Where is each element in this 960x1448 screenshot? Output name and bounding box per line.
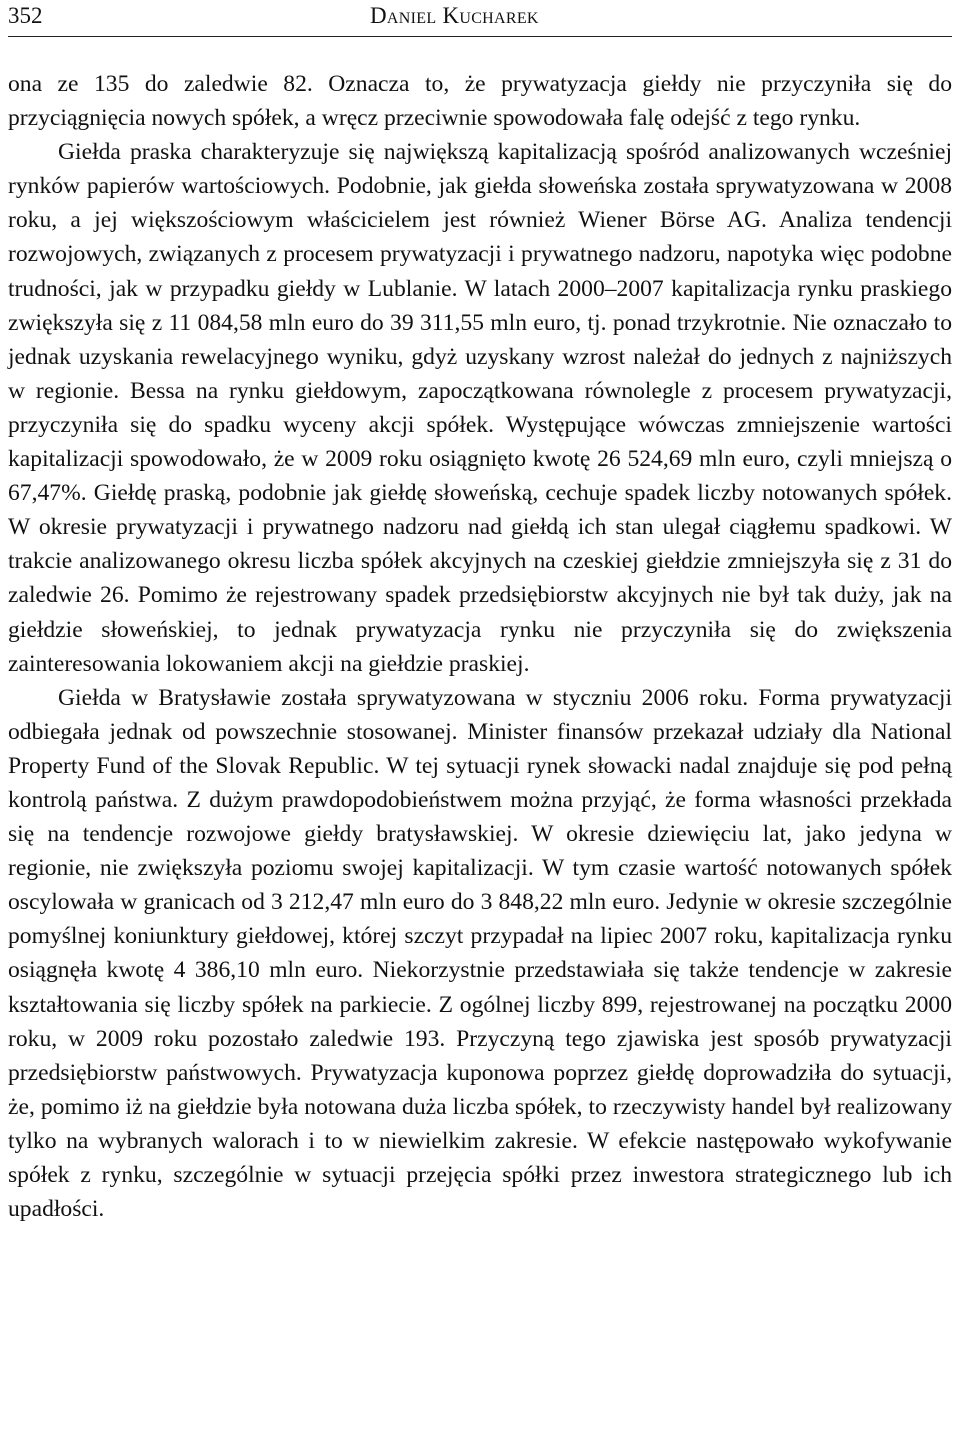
paragraph-2: Giełda praska charakteryzuje się największą kapitalizacją spośród analizowanych wcześniej rynków papierów wartościowych. Podobnie, jak giełda słoweńska została sprywatyzowana w 2008 roku, a jej większościowym właścicielem jest również Wiener Börse AG. Analiza tendencji rozwojowych, związanych z procesem prywatyzacji i prywatnego nadzoru, napotyka więc podobne trudności, jak w przypadku giełdy w Lublanie. W latach 2000–2007 kapitalizacja rynku praskiego zwiększyła się z 11 084,58 mln euro do 39 311,55 mln euro, tj. ponad trzykrotnie. Nie oznaczało to jednak uzyskania rewelacyjnego wyniku, gdyż uzyskany wzrost należał do jednych z najniższych w regionie. Bessa na rynku giełdowym, zapoczątkowana równolegle z procesem prywatyzacji, przyczyniła się do spadku wyceny akcji spółek. Występujące wówczas zmniejszenie wartości kapitalizacji spowodowało, że w 2009 roku osiągnięto kwotę 26 524,69 mln euro, czyli mniejszą o 67,47%. Giełdę praską, podobnie jak giełdę słoweńską, cechuje spadek liczby notowanych spółek. W okresie prywatyzacji i prywatnego nadzoru nad giełdą ich stan ulegał ciągłemu spadkowi. W trakcie analizowanego okresu liczba spółek akcyjnych na czeskiej giełdzie zmniejszyła się z 31 do zaledwie 26. Pomimo że rejestrowany spadek przedsiębiorstw akcyjnych nie był tak duży, jak na giełdzie słoweńskiej, to jednak prywatyzacja rynku nie przyczyniła się do zwiększenia zainteresowania lokowaniem akcji na giełdzie praskiej. [8, 139, 952, 677]
running-head-author: Daniel Kucharek [370, 3, 539, 28]
running-header [8, 0, 952, 37]
body-text [8, 67, 952, 1226]
page-number: 352 [8, 3, 43, 28]
paragraph-1: ona ze 135 do zaledwie 82. Oznacza to, że prywatyzacja giełdy nie przyczyniła się do przyciągnięcia nowych spółek, a wręcz przeciwnie spowodowała falę odejść z tego rynku. [8, 71, 952, 132]
paragraph-3: Giełda w Bratysławie została sprywatyzowana w styczniu 2006 roku. Forma prywatyzacji odbiegała jednak od powszechnie stosowanej. Minister finansów przekazał udziały dla National Property Fund of the Slovak Republic. W tej sytuacji rynek słowacki nadal znajduje się pod pełną kontrolą państwa. Z dużym prawdopodobieństwem można przyjąć, że forma własności przekłada się na tendencje rozwojowe giełdy bratysławskiej. W okresie dziewięciu lat, jako jedyna w regionie, nie zwiększyła poziomu swojej kapitalizacji. W tym czasie wartość notowanych spółek oscylowała w granicach od 3 212,47 mln euro do 3 848,22 mln euro. Jedynie w okresie szczególnie pomyślnej koniunktury giełdowej, której szczyt przypadał na lipiec 2007 roku, kapitalizacja rynku osiągnęła kwotę 4 386,10 mln euro. Niekorzystnie przedstawiała się także tendencje w zakresie kształtowania się liczby spółek na parkiecie. Z ogólnej liczby 899, rejestrowanej na początku 2000 roku, w 2009 roku pozostało zaledwie 193. Przyczyną tego zjawiska jest sposób prywatyzacji przedsiębiorstw państwowych. Prywatyzacja kuponowa poprzez giełdę doprowadziła do sytuacji, że, pomimo iż na giełdzie była notowana duża liczba spółek, to rzeczywisty handel był realizowany tylko na wybranych walorach i to w niewielkim zakresie. W efekcie następowało wykofywanie spółek z rynku, szczególnie w sytuacji przejęcia spółki przez inwestora strategicznego lub ich upadłości. [8, 684, 952, 1223]
document-page [8, 0, 952, 1226]
